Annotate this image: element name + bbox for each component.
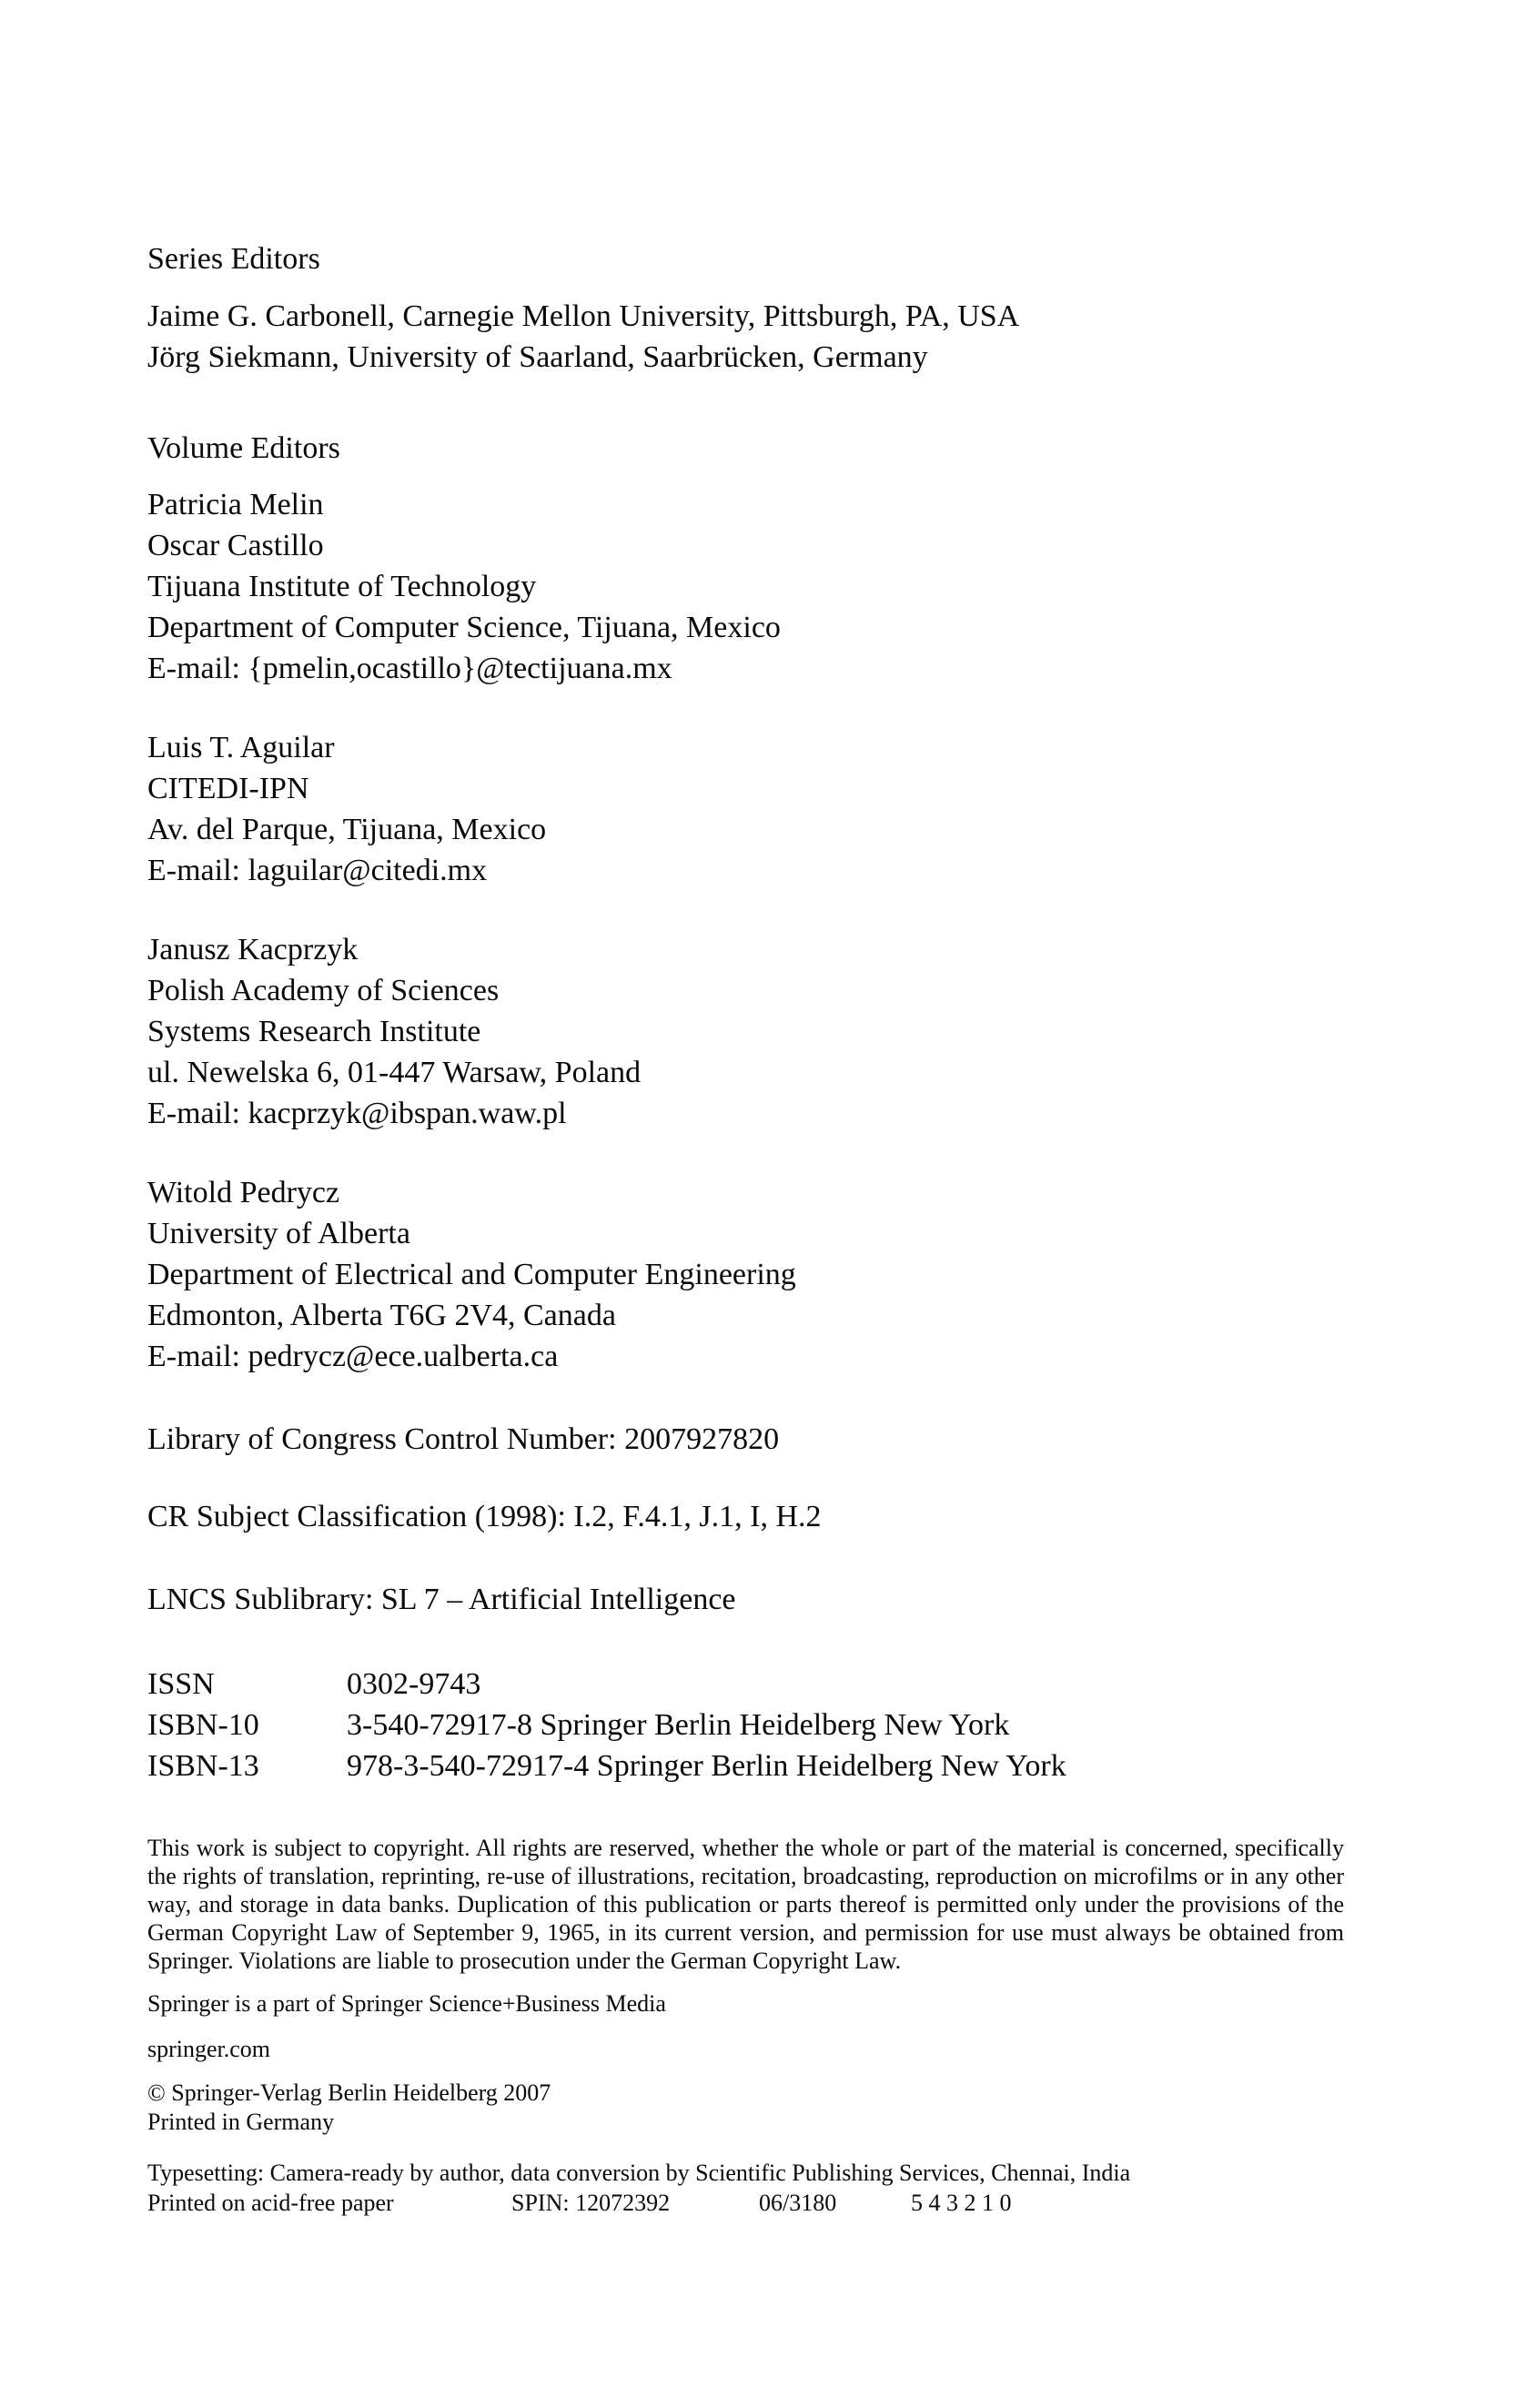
bottom-line — [147, 2188, 1471, 2218]
editor-name: Patricia Melin — [147, 488, 324, 521]
editor-line: ul. Newelska 6, 01-447 Warsaw, Poland — [147, 1056, 642, 1089]
editor-name: Luis T. Aguilar — [147, 731, 335, 764]
lncs-sublibrary-line: LNCS Sublibrary: SL 7 – Artificial Intelligence — [147, 1583, 736, 1616]
isbn13-value: 978-3-540-72917-4 Springer Berlin Heidelberg New York — [347, 1749, 1066, 1783]
editor-line: CITEDI-IPN — [147, 772, 309, 805]
editor-block — [147, 1172, 1471, 1377]
volume-editors-heading: Volume Editors — [147, 431, 340, 465]
cr-classification-line: CR Subject Classification (1998): I.2, F.4.1, J.1, I, H.2 — [147, 1500, 822, 1533]
issn-row — [147, 1664, 1471, 1705]
series-editor-line: Jaime G. Carbonell, Carnegie Mellon University, Pittsburgh, PA, USA — [147, 299, 1020, 333]
editor-line: Edmonton, Alberta T6G 2V4, Canada — [147, 1299, 616, 1332]
copyright-notice-block — [147, 2079, 1471, 2137]
springer-media-line: Springer is a part of Springer Science+Business Media — [147, 1990, 666, 2017]
editor-line: Oscar Castillo — [147, 529, 324, 562]
editor-line: University of Alberta — [147, 1217, 410, 1250]
isbn10-value: 3-540-72917-8 Springer Berlin Heidelberg New York — [347, 1708, 1010, 1742]
issn-value: 0302-9743 — [347, 1667, 481, 1701]
identifiers-block — [147, 1664, 1471, 1786]
editor-line: Department of Electrical and Computer Engineering — [147, 1258, 796, 1291]
print-code: 06/3180 — [759, 2190, 837, 2216]
copyright-notice-line: © Springer-Verlag Berlin Heidelberg 2007 — [147, 2079, 551, 2106]
isbn13-label: ISBN-13 — [147, 1749, 259, 1783]
series-editors-heading: Series Editors — [147, 242, 320, 276]
editor-line: Av. del Parque, Tijuana, Mexico — [147, 813, 547, 846]
editor-line: Department of Computer Science, Tijuana, Mexico — [147, 611, 781, 644]
editor-email: E-mail: laguilar@citedi.mx — [147, 854, 488, 887]
series-editors-list — [147, 296, 1471, 378]
editor-email: E-mail: pedrycz@ece.ualberta.ca — [147, 1340, 559, 1373]
editor-line: Systems Research Institute — [147, 1015, 481, 1048]
copyright-paragraph: This work is subject to copyright. All rights are reserved, whether the whole or part of the material is concerned, specifically the rights of translation, reprinting, re-use of illustrations, recitation, broadcasting, reproduction on microfilms or in any other way, and storage in data banks. Duplication of this publication or parts thereof is permitted only under the provisions of the German Copyright Law of September 9, 1965, in its current version, and permission for use must always be obtained from Springer. Violations are liable to prosecution under the German Copyright Law. — [147, 1835, 1344, 1974]
issn-label: ISSN — [147, 1667, 215, 1701]
editor-email: E-mail: kacprzyk@ibspan.waw.pl — [147, 1097, 567, 1130]
springer-site-line: springer.com — [147, 2036, 271, 2062]
typesetting-line: Typesetting: Camera-ready by author, data conversion by Scientific Publishing Services, Chennai, India — [147, 2160, 1131, 2186]
editor-line: Tijuana Institute of Technology — [147, 570, 537, 603]
editor-block — [147, 484, 1471, 689]
editor-line: Polish Academy of Sciences — [147, 974, 500, 1007]
print-run-digits: 5 4 3 2 1 0 — [911, 2190, 1012, 2216]
series-editor-line: Jörg Siekmann, University of Saarland, Saarbrücken, Germany — [147, 340, 928, 374]
editor-email: E-mail: {pmelin,ocastillo}@tectijuana.mx — [147, 652, 672, 685]
editor-name: Janusz Kacprzyk — [147, 933, 359, 966]
editor-name: Witold Pedrycz — [147, 1176, 340, 1209]
isbn10-label: ISBN-10 — [147, 1708, 259, 1742]
acid-free-paper-text: Printed on acid-free paper — [147, 2190, 394, 2216]
printed-in-germany-line: Printed in Germany — [147, 2109, 335, 2135]
editor-block — [147, 727, 1471, 891]
library-of-congress-line: Library of Congress Control Number: 2007927820 — [147, 1422, 780, 1456]
editor-block — [147, 929, 1471, 1134]
isbn13-row — [147, 1745, 1471, 1786]
isbn10-row — [147, 1705, 1471, 1745]
spin-number: SPIN: 12072392 — [511, 2190, 671, 2216]
typesetting-block — [147, 2158, 1471, 2218]
